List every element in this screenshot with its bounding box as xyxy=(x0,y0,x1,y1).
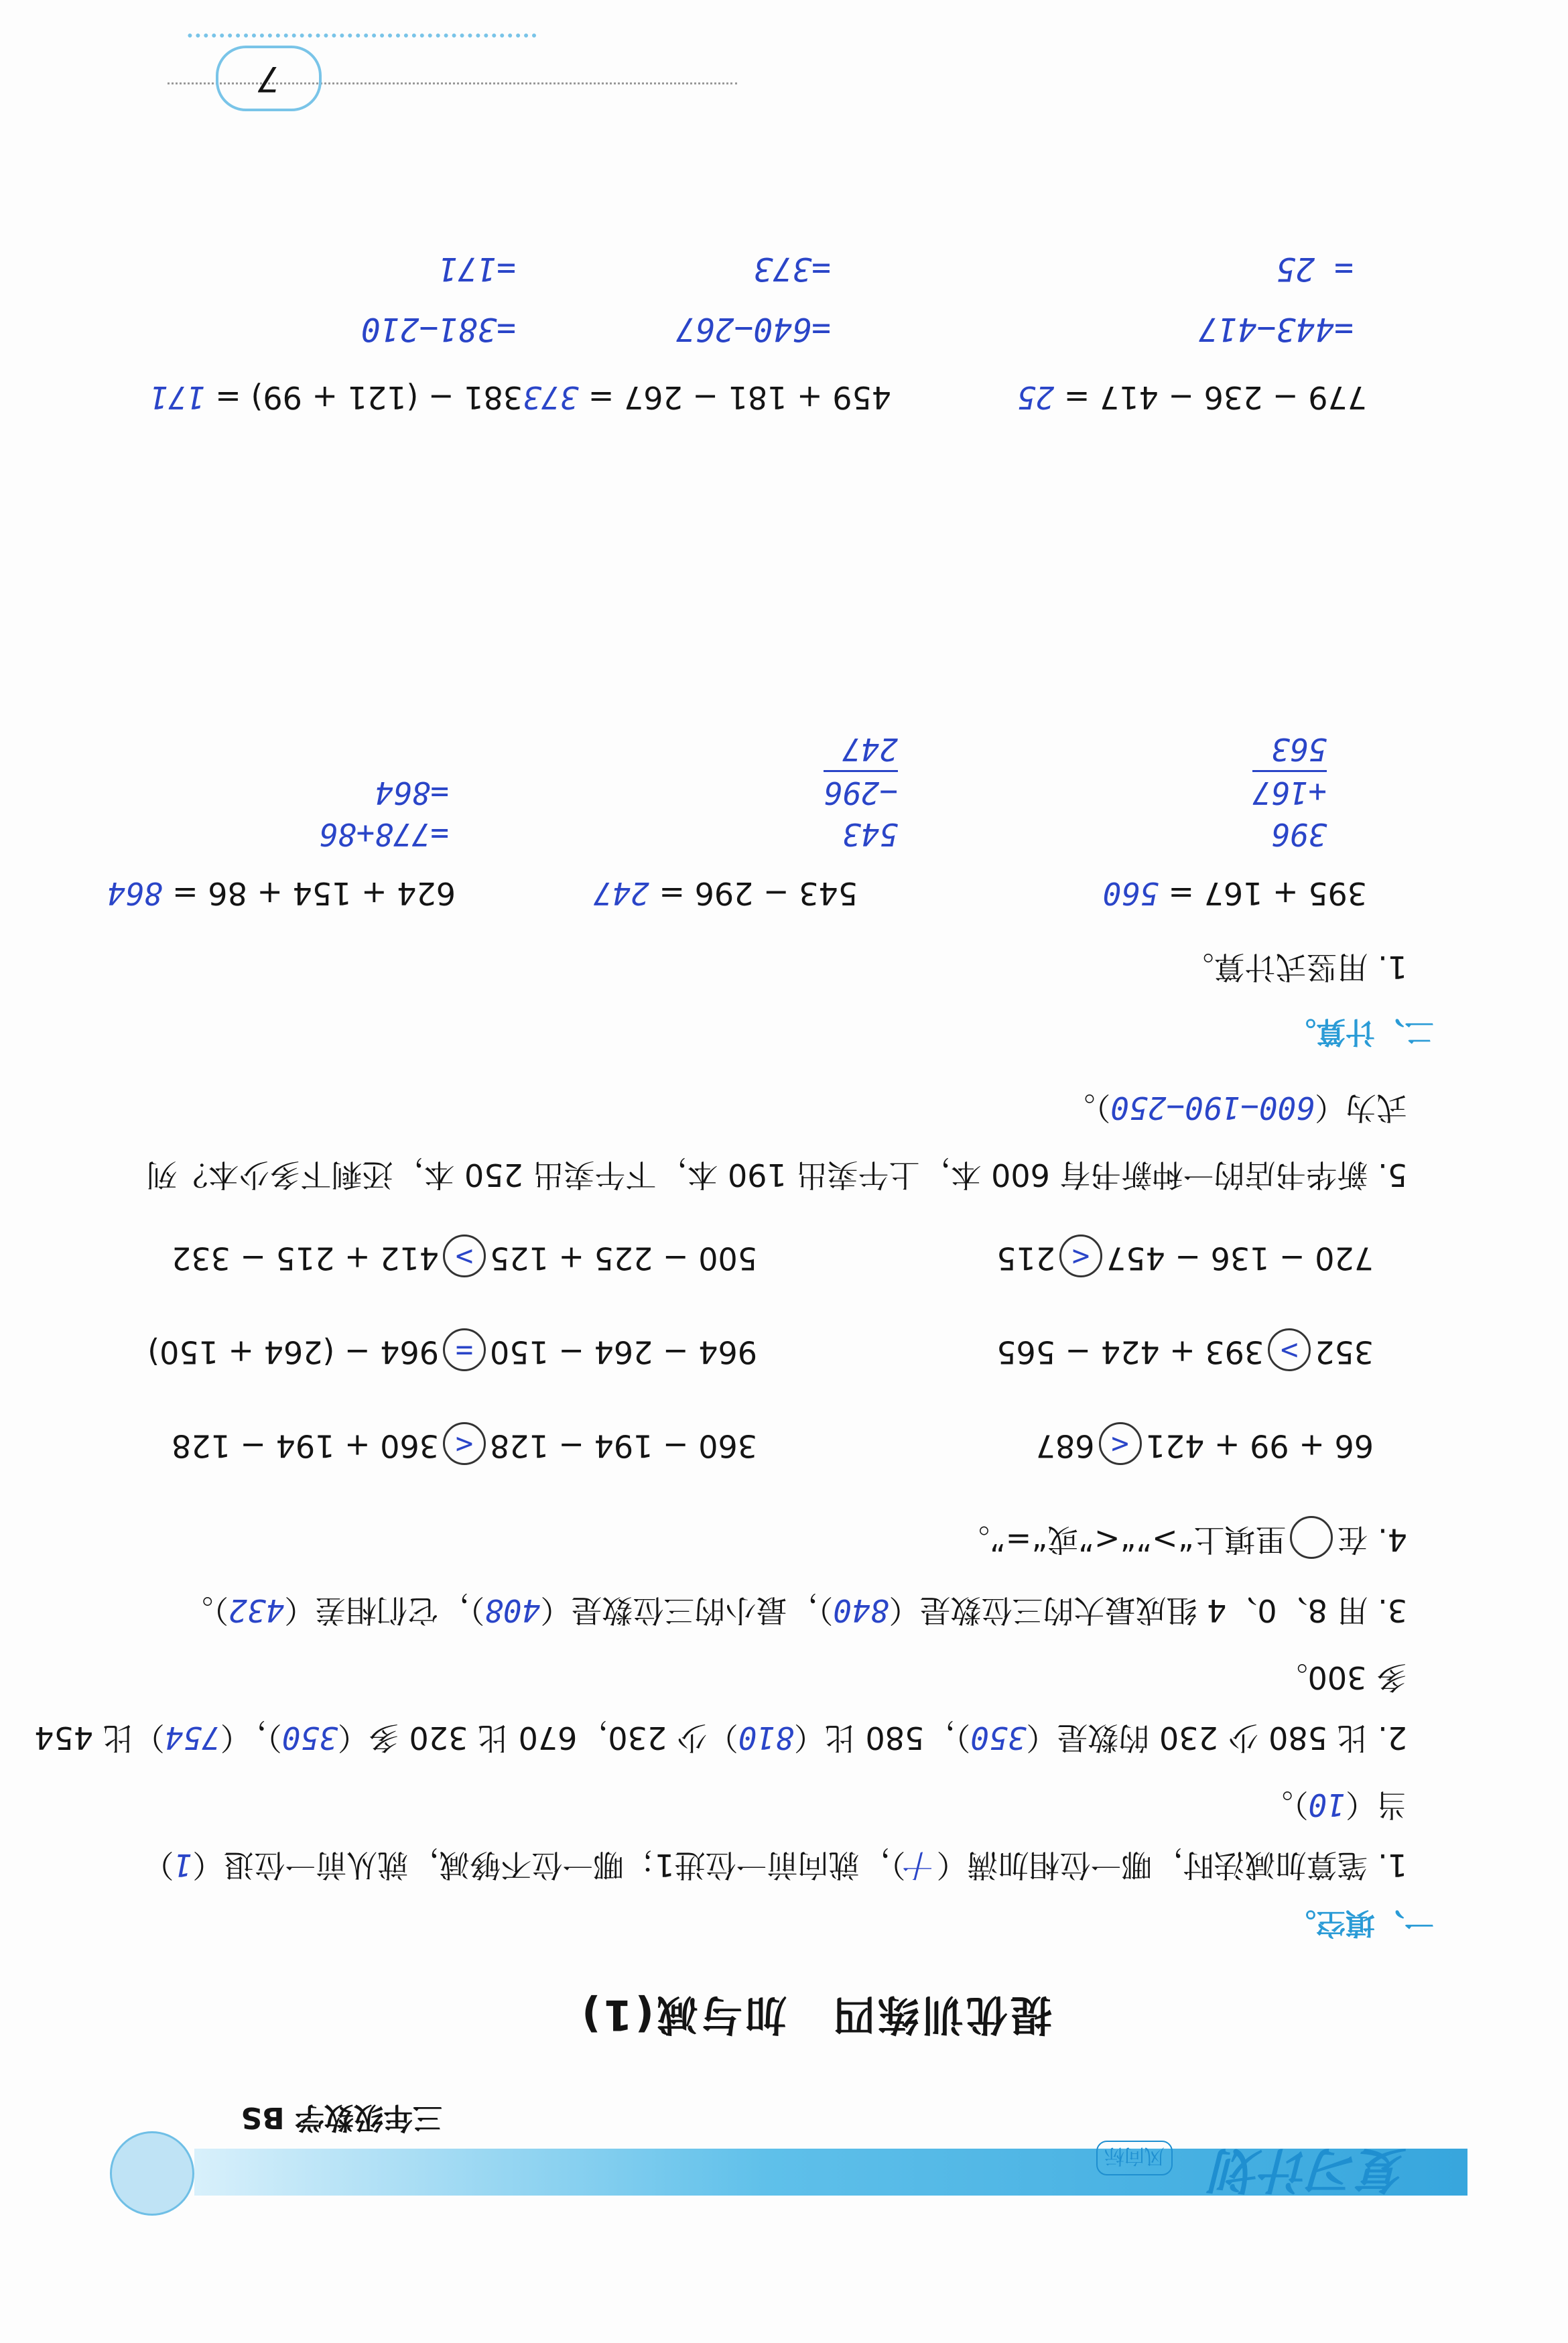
answer-blank: 864 xyxy=(107,875,163,911)
footer-dotted-line xyxy=(188,34,536,38)
vertical-work: =778+86 =864 xyxy=(319,775,449,852)
calc-item: 395 + 167 = 560 xyxy=(1102,875,1367,911)
brand-sub: 风向标 xyxy=(1096,2141,1173,2175)
question-2: 2. 比 580 少 230 的数是（350），580 比（810）少 230，670 比 320 多（350），（754）比 454 xyxy=(34,1720,1407,1756)
answer-blank: 1 xyxy=(174,1847,193,1883)
vertical-work: 543 −296 247 xyxy=(824,731,898,852)
answer-blank: 171 xyxy=(149,379,206,416)
compare-item: 500 − 225 + 125>412 + 215 − 332 xyxy=(172,1234,757,1277)
calc-item: 459 + 181 − 267 = 373 xyxy=(523,379,891,416)
compare-item: 720 − 136 − 457<215 xyxy=(996,1234,1374,1277)
question-1: 1. 笔算加减法时，哪一位相加满（十），就向前一位进1；哪一位不够减，就从前一位退（1） xyxy=(143,1847,1407,1883)
answer-blank: 25 xyxy=(1017,379,1055,416)
section1-heading: 一、填空。 xyxy=(1287,1906,1434,1940)
question-5-line2: 式为（600−190−250）。 xyxy=(1064,1090,1407,1126)
answer-blank: 247 xyxy=(593,875,649,911)
calc1-title: 1. 用竖式计算。 xyxy=(1183,949,1407,985)
mascot-icon xyxy=(110,2131,194,2216)
compare-item: 66 + 99 + 421<687 xyxy=(1036,1422,1374,1465)
question-4: 4. 在里填上“>”“<”或“=”。 xyxy=(959,1516,1407,1559)
circle-blank-icon xyxy=(1290,1516,1333,1559)
calc-item: 381 − (121 + 99) = 171 xyxy=(149,379,523,416)
compare-item: 352>393 + 424 − 565 xyxy=(996,1328,1374,1371)
calc-item: 779 − 236 − 417 = 25 xyxy=(1017,379,1367,416)
calc-item: 543 − 296 = 247 xyxy=(593,875,858,911)
answer-blank: 350 xyxy=(281,1720,338,1756)
step-work: =381−210 =171 xyxy=(361,250,516,348)
answer-blank: 350 xyxy=(970,1720,1027,1756)
answer-blank: 600−190−250 xyxy=(1110,1090,1315,1126)
answer-blank: 560 xyxy=(1102,875,1159,911)
question-1-line2: 当（10）。 xyxy=(1262,1787,1407,1823)
section2-heading: 二、计算。 xyxy=(1287,1015,1434,1049)
step-work: =640−267 =373 xyxy=(675,250,831,348)
answer-blank: 840 xyxy=(833,1592,889,1629)
brand-logo: 复习计划 xyxy=(1214,2142,1407,2198)
answer-blank: 373 xyxy=(523,379,579,416)
question-5: 5. 新华书店的一种新书有 600 本，上午卖出 190 本，下午卖出 250 本，还剩下多少本？列 xyxy=(146,1157,1407,1193)
grade-label: 三年级数学 BS xyxy=(241,2100,442,2135)
page-title: 提优训练四 加与减(1) xyxy=(579,1990,1052,2039)
question-2-line2: 多 300。 xyxy=(1277,1659,1407,1696)
answer-blank: 754 xyxy=(164,1720,220,1756)
page-number: 7 xyxy=(216,46,322,111)
calc-item: 624 + 154 + 86 = 864 xyxy=(107,875,456,911)
answer-blank: 10 xyxy=(1308,1787,1346,1823)
step-work: =443−417 = 25 xyxy=(1198,250,1354,348)
answer-blank: 十 xyxy=(905,1847,937,1883)
compare-item: 360 − 194 − 128<360 + 194 − 128 xyxy=(172,1422,757,1465)
compare-item: 964 − 264 − 150=964 − (264 + 150) xyxy=(147,1328,757,1371)
vertical-work: 396 +167 563 xyxy=(1252,731,1327,852)
answer-blank: 432 xyxy=(228,1592,285,1629)
answer-blank: 810 xyxy=(738,1720,794,1756)
answer-blank: 408 xyxy=(484,1592,541,1629)
question-3: 3. 用 8、0、4 组成最大的三位数是（840），最小的三位数是（408），它们相差（432）。 xyxy=(182,1592,1407,1629)
